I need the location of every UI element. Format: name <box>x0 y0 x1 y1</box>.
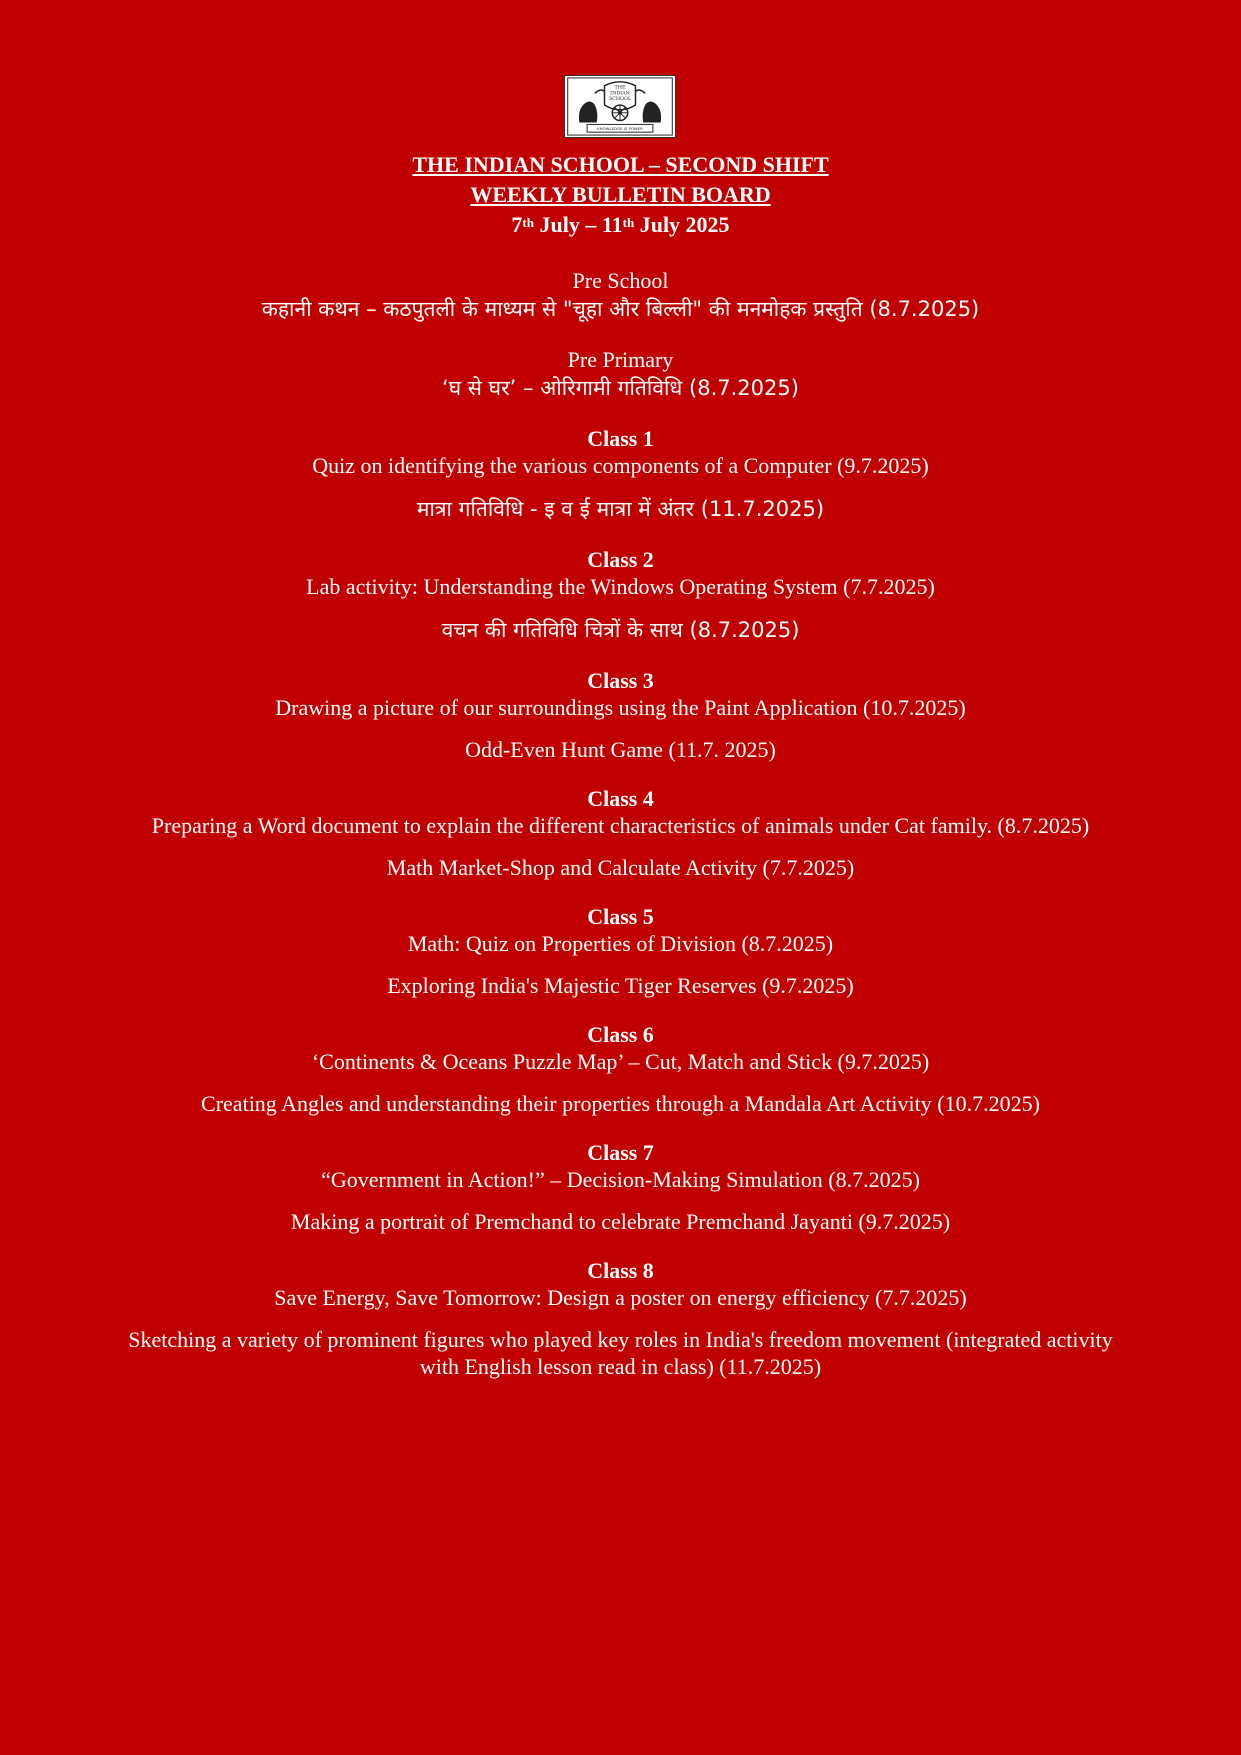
activity-item: Creating Angles and understanding their properties through a Mandala Art Activity (10.7.2025) <box>201 1091 1040 1116</box>
section-class-5 <box>0 903 1241 999</box>
section-title: Class 2 <box>587 547 654 572</box>
end-month-year: July 2025 <box>639 212 730 237</box>
section-title: Class 7 <box>587 1140 654 1165</box>
activity-item: Preparing a Word document to explain the different characteristics of animals under Cat family. (8.7.2025) <box>151 813 1090 838</box>
activity-item: Math: Quiz on Properties of Division (8.7.2025) <box>407 931 834 956</box>
bulletin-header <box>0 150 1241 240</box>
activity-item: Save Energy, Save Tomorrow: Design a poster on energy efficiency (7.7.2025) <box>274 1285 967 1310</box>
section-title: Class 8 <box>587 1258 654 1283</box>
section-class-8 <box>0 1257 1241 1380</box>
activity-item: वचन की गतिविधि चित्रों के साथ (8.7.2025) <box>441 618 800 642</box>
section-class-2 <box>0 546 1241 645</box>
svg-text:THE: THE <box>614 85 626 91</box>
section-title: Class 6 <box>587 1022 654 1047</box>
end-day: 11 <box>601 212 623 237</box>
activity-item: मात्रा गतिविधि - इ व ई मात्रा में अंतर (11.7.2025) <box>416 497 825 521</box>
activity-sections <box>0 267 1241 1402</box>
section-class-4 <box>0 785 1241 881</box>
svg-text:SCHOOL: SCHOOL <box>608 97 632 103</box>
end-day-suffix: th <box>622 215 635 230</box>
section-class-7 <box>0 1139 1241 1235</box>
date-range <box>0 210 1241 240</box>
section-title: Class 3 <box>587 668 654 693</box>
svg-text:KNOWLEDGE IS POWER: KNOWLEDGE IS POWER <box>597 126 643 132</box>
start-day-suffix: th <box>522 215 534 230</box>
section-title: Pre School <box>572 268 669 293</box>
activity-item: ‘घ से घर’ – ओरिगामी गतिविधि (8.7.2025) <box>442 376 799 400</box>
section-title: Pre Primary <box>567 347 674 372</box>
start-month: July – <box>539 212 597 237</box>
start-day: 7 <box>511 212 523 237</box>
school-name-heading: THE INDIAN SCHOOL – SECOND SHIFT <box>412 152 829 177</box>
section-class-1 <box>0 425 1241 524</box>
activity-item: Drawing a picture of our surroundings using the Paint Application (10.7.2025) <box>275 695 966 720</box>
activity-item: Math Market-Shop and Calculate Activity (7.7.2025) <box>386 855 855 880</box>
activity-item: Sketching a variety of prominent figures who played key roles in India's freedom movement (integrated activity with English lesson read in class) (11.7.2025) <box>128 1327 1113 1379</box>
section-class-6 <box>0 1021 1241 1117</box>
school-logo <box>564 75 676 138</box>
activity-item: कहानी कथन – कठपुतली के माध्यम से "चूहा और बिल्ली" की मनमोहक प्रस्तुति (8.7.2025) <box>261 297 980 321</box>
section-class-3 <box>0 667 1241 763</box>
activity-item: “Government in Action!” – Decision-Making Simulation (8.7.2025) <box>321 1167 920 1192</box>
activity-item: ‘Continents & Oceans Puzzle Map’ – Cut, Match and Stick (9.7.2025) <box>311 1049 930 1074</box>
activity-item: Exploring India's Majestic Tiger Reserves (9.7.2025) <box>387 973 854 998</box>
activity-item: Making a portrait of Premchand to celebrate Premchand Jayanti (9.7.2025) <box>290 1209 951 1234</box>
svg-text:INDIAN: INDIAN <box>610 91 630 97</box>
activity-item: Lab activity: Understanding the Windows Operating System (7.7.2025) <box>306 574 935 599</box>
activity-item: Quiz on identifying the various components of a Computer (9.7.2025) <box>312 453 929 478</box>
section-title: Class 4 <box>587 786 654 811</box>
section-title: Class 5 <box>587 904 654 929</box>
bulletin-title: WEEKLY BULLETIN BOARD <box>470 182 771 207</box>
section-title: Class 1 <box>587 426 654 451</box>
section-pre-primary <box>0 346 1241 403</box>
activity-item: Odd-Even Hunt Game (11.7. 2025) <box>465 737 776 762</box>
section-pre-school <box>0 267 1241 324</box>
